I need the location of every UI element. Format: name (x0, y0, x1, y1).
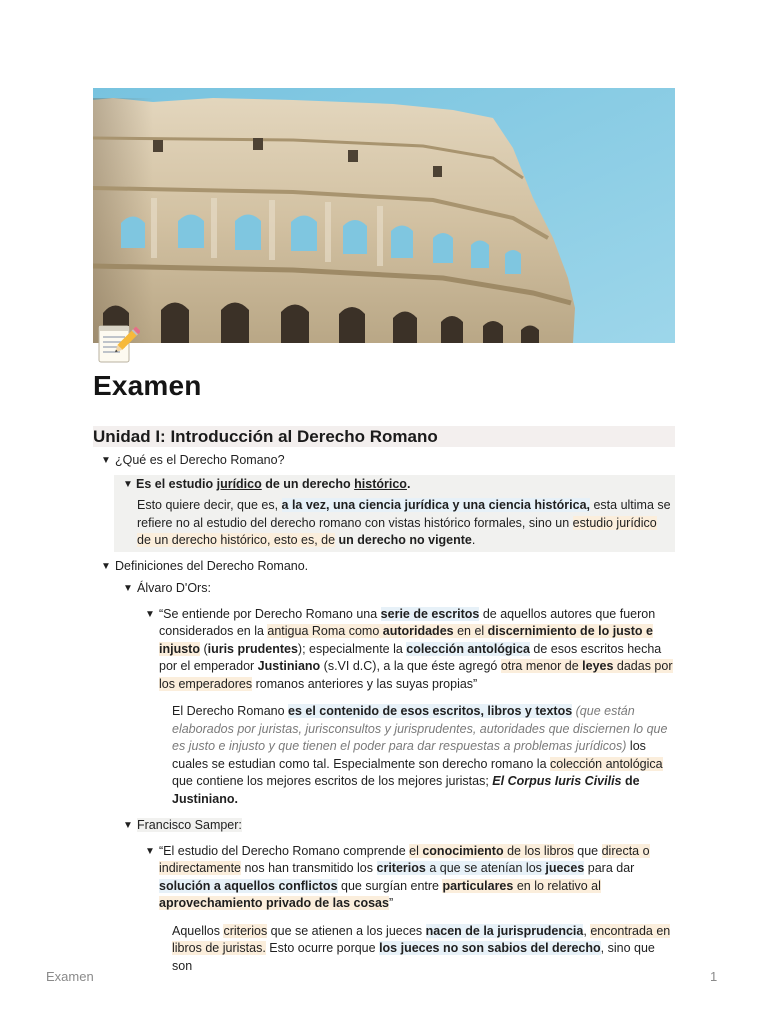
toggle-samper[interactable] (115, 817, 675, 975)
text: solución a aquellos (159, 878, 279, 893)
toggle-dors[interactable] (115, 580, 675, 808)
text: dadas por los emperadores (159, 659, 673, 691)
text: que (573, 843, 602, 858)
text: , sino que son (172, 941, 655, 973)
page-content (93, 452, 675, 975)
toggle-triangle-icon[interactable]: ▼ (123, 820, 133, 831)
toggle-label (137, 817, 675, 835)
toggle-que-es[interactable] (93, 452, 675, 470)
samper-paragraph (159, 923, 675, 976)
toggle-dors-quote[interactable] (137, 606, 675, 809)
toggle-triangle-icon[interactable]: ▼ (101, 560, 111, 572)
text: a la vez, una ciencia jurídica y una ciencia histórica, (281, 498, 590, 512)
text: que surgían entre (337, 878, 443, 893)
text: el (409, 843, 423, 858)
text: romanos anteriores y las suyas propias” (252, 676, 478, 691)
text: es el contenido de esos escritos, libros y textos (288, 704, 573, 718)
text: “El estudio del Derecho Romano comprende (159, 843, 410, 858)
text: serie de escritos (380, 606, 480, 621)
text: a que se atenían los (425, 861, 546, 875)
text: de aquellos autores que fueron considerados en la (159, 606, 656, 638)
toggle-triangle-icon[interactable]: ▼ (101, 455, 111, 466)
text: . (406, 476, 411, 491)
text: colección antológica (406, 641, 530, 656)
cover-image (93, 88, 675, 343)
toggle-triangle-icon[interactable]: ▼ (123, 478, 133, 490)
quote-text (159, 843, 675, 913)
text: Justiniano (257, 659, 321, 673)
text: iuris prudentes (207, 641, 298, 656)
text: colección antológica (550, 756, 663, 771)
toggle-triangle-icon[interactable]: ▼ (145, 608, 155, 620)
text: otra menor de (500, 659, 583, 673)
text: en lo relativo al (513, 878, 601, 893)
memo-pencil-icon[interactable] (96, 322, 140, 366)
text: Aquellos (172, 923, 224, 938)
text: de los libros (503, 843, 574, 858)
text: para dar (584, 861, 635, 875)
footer-title: Examen (46, 969, 94, 984)
toggle-triangle-icon[interactable]: ▼ (145, 845, 155, 857)
dors-paragraph (159, 703, 675, 808)
toggle-label: Definiciones del Derecho Romano. (115, 558, 309, 573)
text: directa o indirectamente (159, 843, 650, 875)
text: en el (453, 624, 488, 638)
callout-body (114, 493, 675, 550)
text: conocimiento (422, 843, 504, 858)
text: de Justiniano. (172, 774, 640, 806)
text: antigua Roma como (267, 624, 383, 638)
page-title: Examen (93, 370, 202, 401)
text: estudio jurídico de un derecho histórico, esto es, de (137, 515, 657, 547)
text: aprovechamiento privado de las cosas (159, 896, 389, 910)
text: de un derecho (261, 476, 355, 491)
unit-heading: Unidad I: Introducción al Derecho Romano (93, 426, 675, 447)
text: histórico (354, 476, 407, 491)
text: que contiene los mejores escritos de los mejores juristas; (172, 774, 493, 788)
text: que se atienen a los jueces (267, 923, 426, 938)
text: ( (199, 641, 208, 656)
callout-toggle[interactable] (114, 476, 675, 494)
text: jueces (545, 861, 585, 875)
text: ); especialmente la (297, 641, 407, 656)
toggle-label: ¿Qué es el Derecho Romano? (115, 453, 285, 467)
text: Esto ocurre porque (265, 941, 380, 955)
text: El Corpus Iuris Civilis (492, 774, 622, 788)
text: (s.VI d.C), a la que éste agregó (320, 659, 501, 673)
text: conflictos (278, 878, 338, 893)
text: autoridades (382, 624, 454, 638)
quote-text (159, 606, 675, 694)
text: esta ultima se refiere no al estudio del derecho romano con vistas histórico formales, sino un (137, 498, 671, 530)
text: los jueces no son sabios del derecho (379, 941, 601, 955)
text: ” (388, 896, 394, 910)
page (93, 88, 675, 973)
text: discernimiento de lo justo e injusto (159, 624, 653, 656)
text: criterios (223, 923, 268, 938)
text: nos han transmitido los (241, 861, 377, 875)
page-number: 1 (710, 969, 718, 984)
toggle-samper-quote[interactable] (137, 843, 675, 976)
text: jurídico (216, 476, 262, 491)
text: El Derecho Romano (172, 704, 289, 718)
text: , (583, 923, 591, 938)
toggle-definiciones[interactable] (93, 558, 675, 976)
text: Francisco Samper: (137, 818, 242, 832)
text: leyes (582, 659, 614, 673)
text: criterios (376, 861, 426, 875)
text: los cuales se estudian como tal. Especialmente son derecho romano la (172, 739, 646, 771)
text: un derecho no vigente (338, 533, 472, 547)
text: de esos escritos hecha por el emperador (159, 641, 662, 673)
text: . (471, 533, 476, 547)
text: (que están elaborados por juristas, jurisconsultos y jurisprudentes, autoridades que disciernen lo que es justo e injusto y que tienen el poder para dar respuestas a problemas jurídicos) (172, 704, 668, 753)
text: Esto quiere decir, que es, (137, 498, 282, 512)
text: “Se entiende por Derecho Romano una (159, 606, 381, 621)
colosseum-illustration (93, 88, 675, 343)
callout-definition (114, 475, 675, 552)
toggle-triangle-icon[interactable]: ▼ (123, 583, 133, 594)
text: Es el estudio (136, 476, 217, 491)
text: encontrada en libros de juristas. (172, 923, 671, 955)
text: particulares (442, 878, 514, 893)
toggle-label: Álvaro D'Ors: (137, 581, 211, 595)
text: nacen de la jurisprudencia (425, 923, 584, 938)
